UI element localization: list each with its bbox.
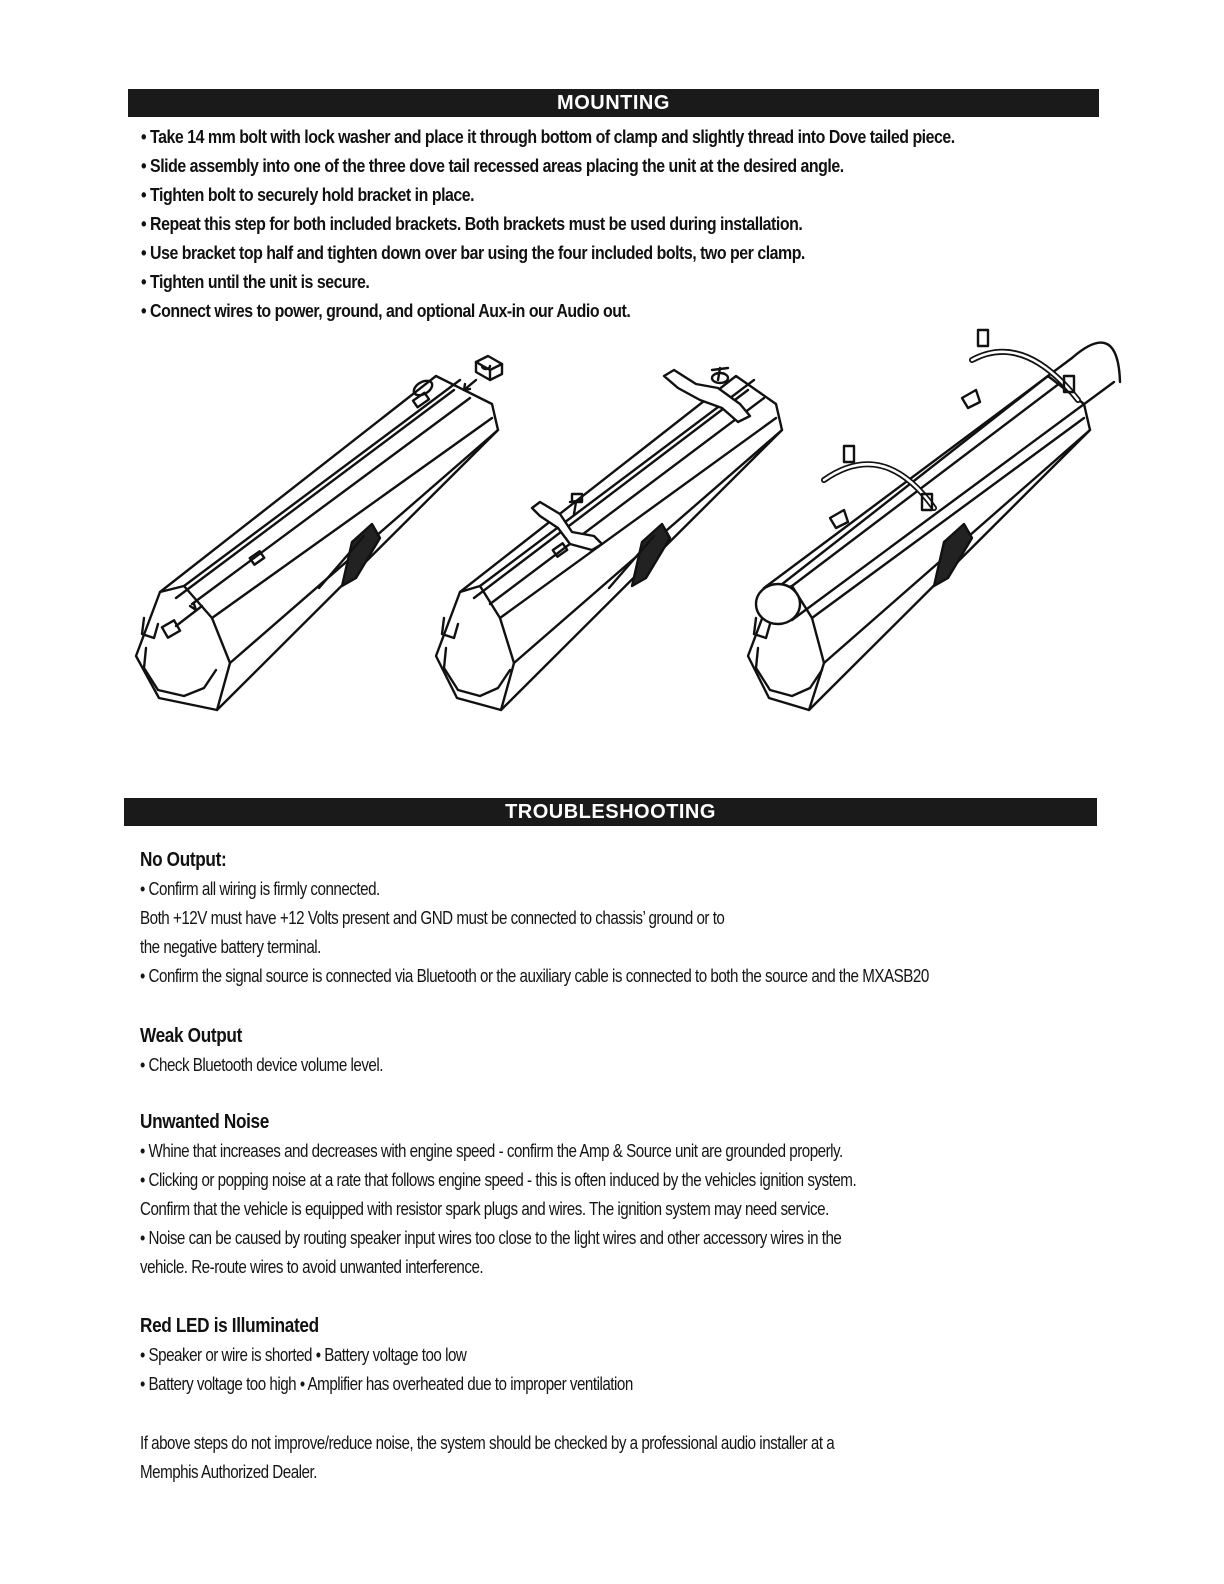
- mounting-illustration: [124, 318, 1124, 722]
- mounting-step: • Repeat this step for both included brackets. Both brackets must be used during installation.: [141, 209, 1001, 238]
- troubleshooting-heading: TROUBLESHOOTING: [124, 798, 1097, 826]
- troubleshooting-red-led: [140, 1312, 1140, 1398]
- text-line: • Check Bluetooth device volume level.: [140, 1054, 383, 1075]
- mounting-step: • Slide assembly into one of the three dove tail recessed areas placing the unit at the desired angle.: [141, 151, 1001, 180]
- section-title: No Output:: [140, 849, 227, 871]
- section-title: Red LED is Illuminated: [140, 1315, 319, 1337]
- troubleshooting-no-output: [140, 846, 1140, 990]
- section-title: Unwanted Noise: [140, 1111, 269, 1133]
- mounting-step: • Connect wires to power, ground, and optional Aux-in our Audio out.: [141, 296, 1001, 325]
- text-line: • Noise can be caused by routing speaker input wires too close to the light wires and other accessory wires in the: [140, 1227, 842, 1248]
- mounting-step: • Tighten bolt to securely hold bracket in place.: [141, 180, 1001, 209]
- text-line: vehicle. Re-route wires to avoid unwanted interference.: [140, 1256, 484, 1277]
- section-title: Weak Output: [140, 1025, 242, 1047]
- mounting-steps-list: [141, 122, 1141, 325]
- text-line: • Whine that increases and decreases with engine speed - confirm the Amp & Source unit are grounded properly.: [140, 1140, 843, 1161]
- text-line: • Confirm all wiring is firmly connected.: [140, 878, 380, 899]
- troubleshooting-final-note: [140, 1428, 1140, 1486]
- text-line: Both +12V must have +12 Volts present and GND must be connected to chassis’ ground or to: [140, 907, 725, 928]
- text-line: If above steps do not improve/reduce noise, the system should be checked by a professional audio installer at a: [140, 1432, 835, 1453]
- text-line: • Confirm the signal source is connected via Bluetooth or the auxiliary cable is connected to both the source and the MXASB20: [140, 965, 929, 986]
- text-line: Memphis Authorized Dealer.: [140, 1461, 317, 1482]
- mounting-step: • Tighten until the unit is secure.: [141, 267, 1001, 296]
- mounting-heading: MOUNTING: [128, 89, 1099, 117]
- troubleshooting-unwanted-noise: [140, 1108, 1140, 1281]
- troubleshooting-weak-output: [140, 1022, 1140, 1079]
- text-line: • Clicking or popping noise at a rate that follows engine speed - this is often induced by the vehicles ignition system.: [140, 1169, 857, 1190]
- text-line: Confirm that the vehicle is equipped with resistor spark plugs and wires. The ignition system may need service.: [140, 1198, 829, 1219]
- soundbar-unit-step-3: [748, 330, 1120, 710]
- mounting-step: • Take 14 mm bolt with lock washer and place it through bottom of clamp and slightly thread into Dove tailed piece.: [141, 122, 1001, 151]
- text-line: • Speaker or wire is shorted • Battery voltage too low: [140, 1344, 467, 1365]
- text-line: • Battery voltage too high • Amplifier has overheated due to improper ventilation: [140, 1373, 633, 1394]
- mounting-step: • Use bracket top half and tighten down over bar using the four included bolts, two per clamp.: [141, 238, 1001, 267]
- text-line: the negative battery terminal.: [140, 936, 321, 957]
